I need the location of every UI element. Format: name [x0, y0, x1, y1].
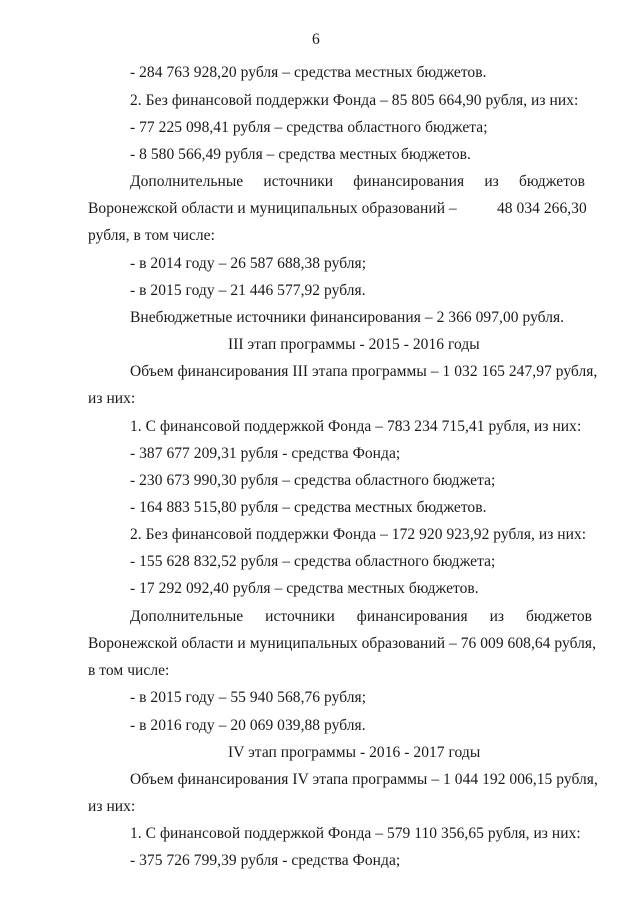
text-line: - 284 763 928,20 рубля – средства местных бюджетов. [130, 64, 487, 81]
text-line: - в 2014 году – 26 587 688,38 рубля; [130, 255, 367, 272]
text-line: Воронежской области и муниципальных образований – 76 009 608,64 рубля, [88, 635, 597, 652]
text-line: Воронежской области и муниципальных образований – [88, 200, 457, 217]
word: источники [263, 173, 334, 190]
word: Дополнительные [130, 608, 244, 625]
page-number: 6 [312, 31, 320, 48]
word: источники [265, 608, 335, 625]
word: из [484, 173, 499, 190]
text-line: Объем финансирования III этапа программы – 1 032 165 247,97 рубля, [130, 363, 598, 380]
text-line: 1. С финансовой поддержкой Фонда – 783 234 715,41 рубля, из них: [130, 418, 582, 435]
justified-line [130, 607, 592, 627]
text-line: - 230 673 990,30 рубля – средства областного бюджета; [130, 472, 496, 489]
text-line: - в 2016 году – 20 069 039,88 рубля. [130, 717, 366, 734]
amount-value: 48 034 266,30 [497, 200, 587, 217]
section-heading: III этап программы - 2015 - 2016 годы [228, 336, 480, 353]
text-line: - 8 580 566,49 рубля – средства местных бюджетов. [130, 146, 471, 163]
text-line: Внебюджетные источники финансирования – 2 366 097,00 рубля. [130, 309, 565, 326]
text-line: - 17 292 092,40 рубля – средства местных бюджетов. [130, 580, 479, 597]
word: бюджетов [519, 173, 585, 190]
text-line: - 375 726 799,39 рубля - средства Фонда; [130, 852, 401, 869]
text-line: из них: [88, 798, 136, 815]
word: бюджетов [526, 608, 592, 625]
text-line: в том числе: [88, 662, 170, 679]
text-line: 2. Без финансовой поддержки Фонда – 85 805 664,90 рубля, из них: [130, 92, 579, 109]
text-line: из них: [88, 390, 136, 407]
text-line: 2. Без финансовой поддержки Фонда – 172 920 923,92 рубля, из них: [130, 526, 587, 543]
text-line: - 77 225 098,41 рубля – средства областного бюджета; [130, 119, 488, 136]
word: Дополнительные [130, 173, 244, 190]
text-line: - 155 628 832,52 рубля – средства областного бюджета; [130, 553, 496, 570]
justified-line [130, 172, 585, 192]
section-heading: IV этап программы - 2016 - 2017 годы [228, 744, 481, 761]
word: финансирования [353, 173, 465, 190]
text-line: - 387 677 209,31 рубля - средства Фонда; [130, 445, 401, 462]
text-line: - 164 883 515,80 рубля – средства местных бюджетов. [130, 499, 487, 516]
text-line: рубля, в том числе: [88, 227, 215, 244]
text-line: Объем финансирования IV этапа программы – 1 044 192 006,15 рубля, [130, 771, 598, 788]
text-line: - в 2015 году – 55 940 568,76 рубля; [130, 689, 367, 706]
word: из [489, 608, 505, 625]
text-line: 1. С финансовой поддержкой Фонда – 579 110 356,65 рубля, из них: [130, 825, 581, 842]
text-line: - в 2015 году – 21 446 577,92 рубля. [130, 282, 366, 299]
word: финансирования [356, 608, 468, 625]
